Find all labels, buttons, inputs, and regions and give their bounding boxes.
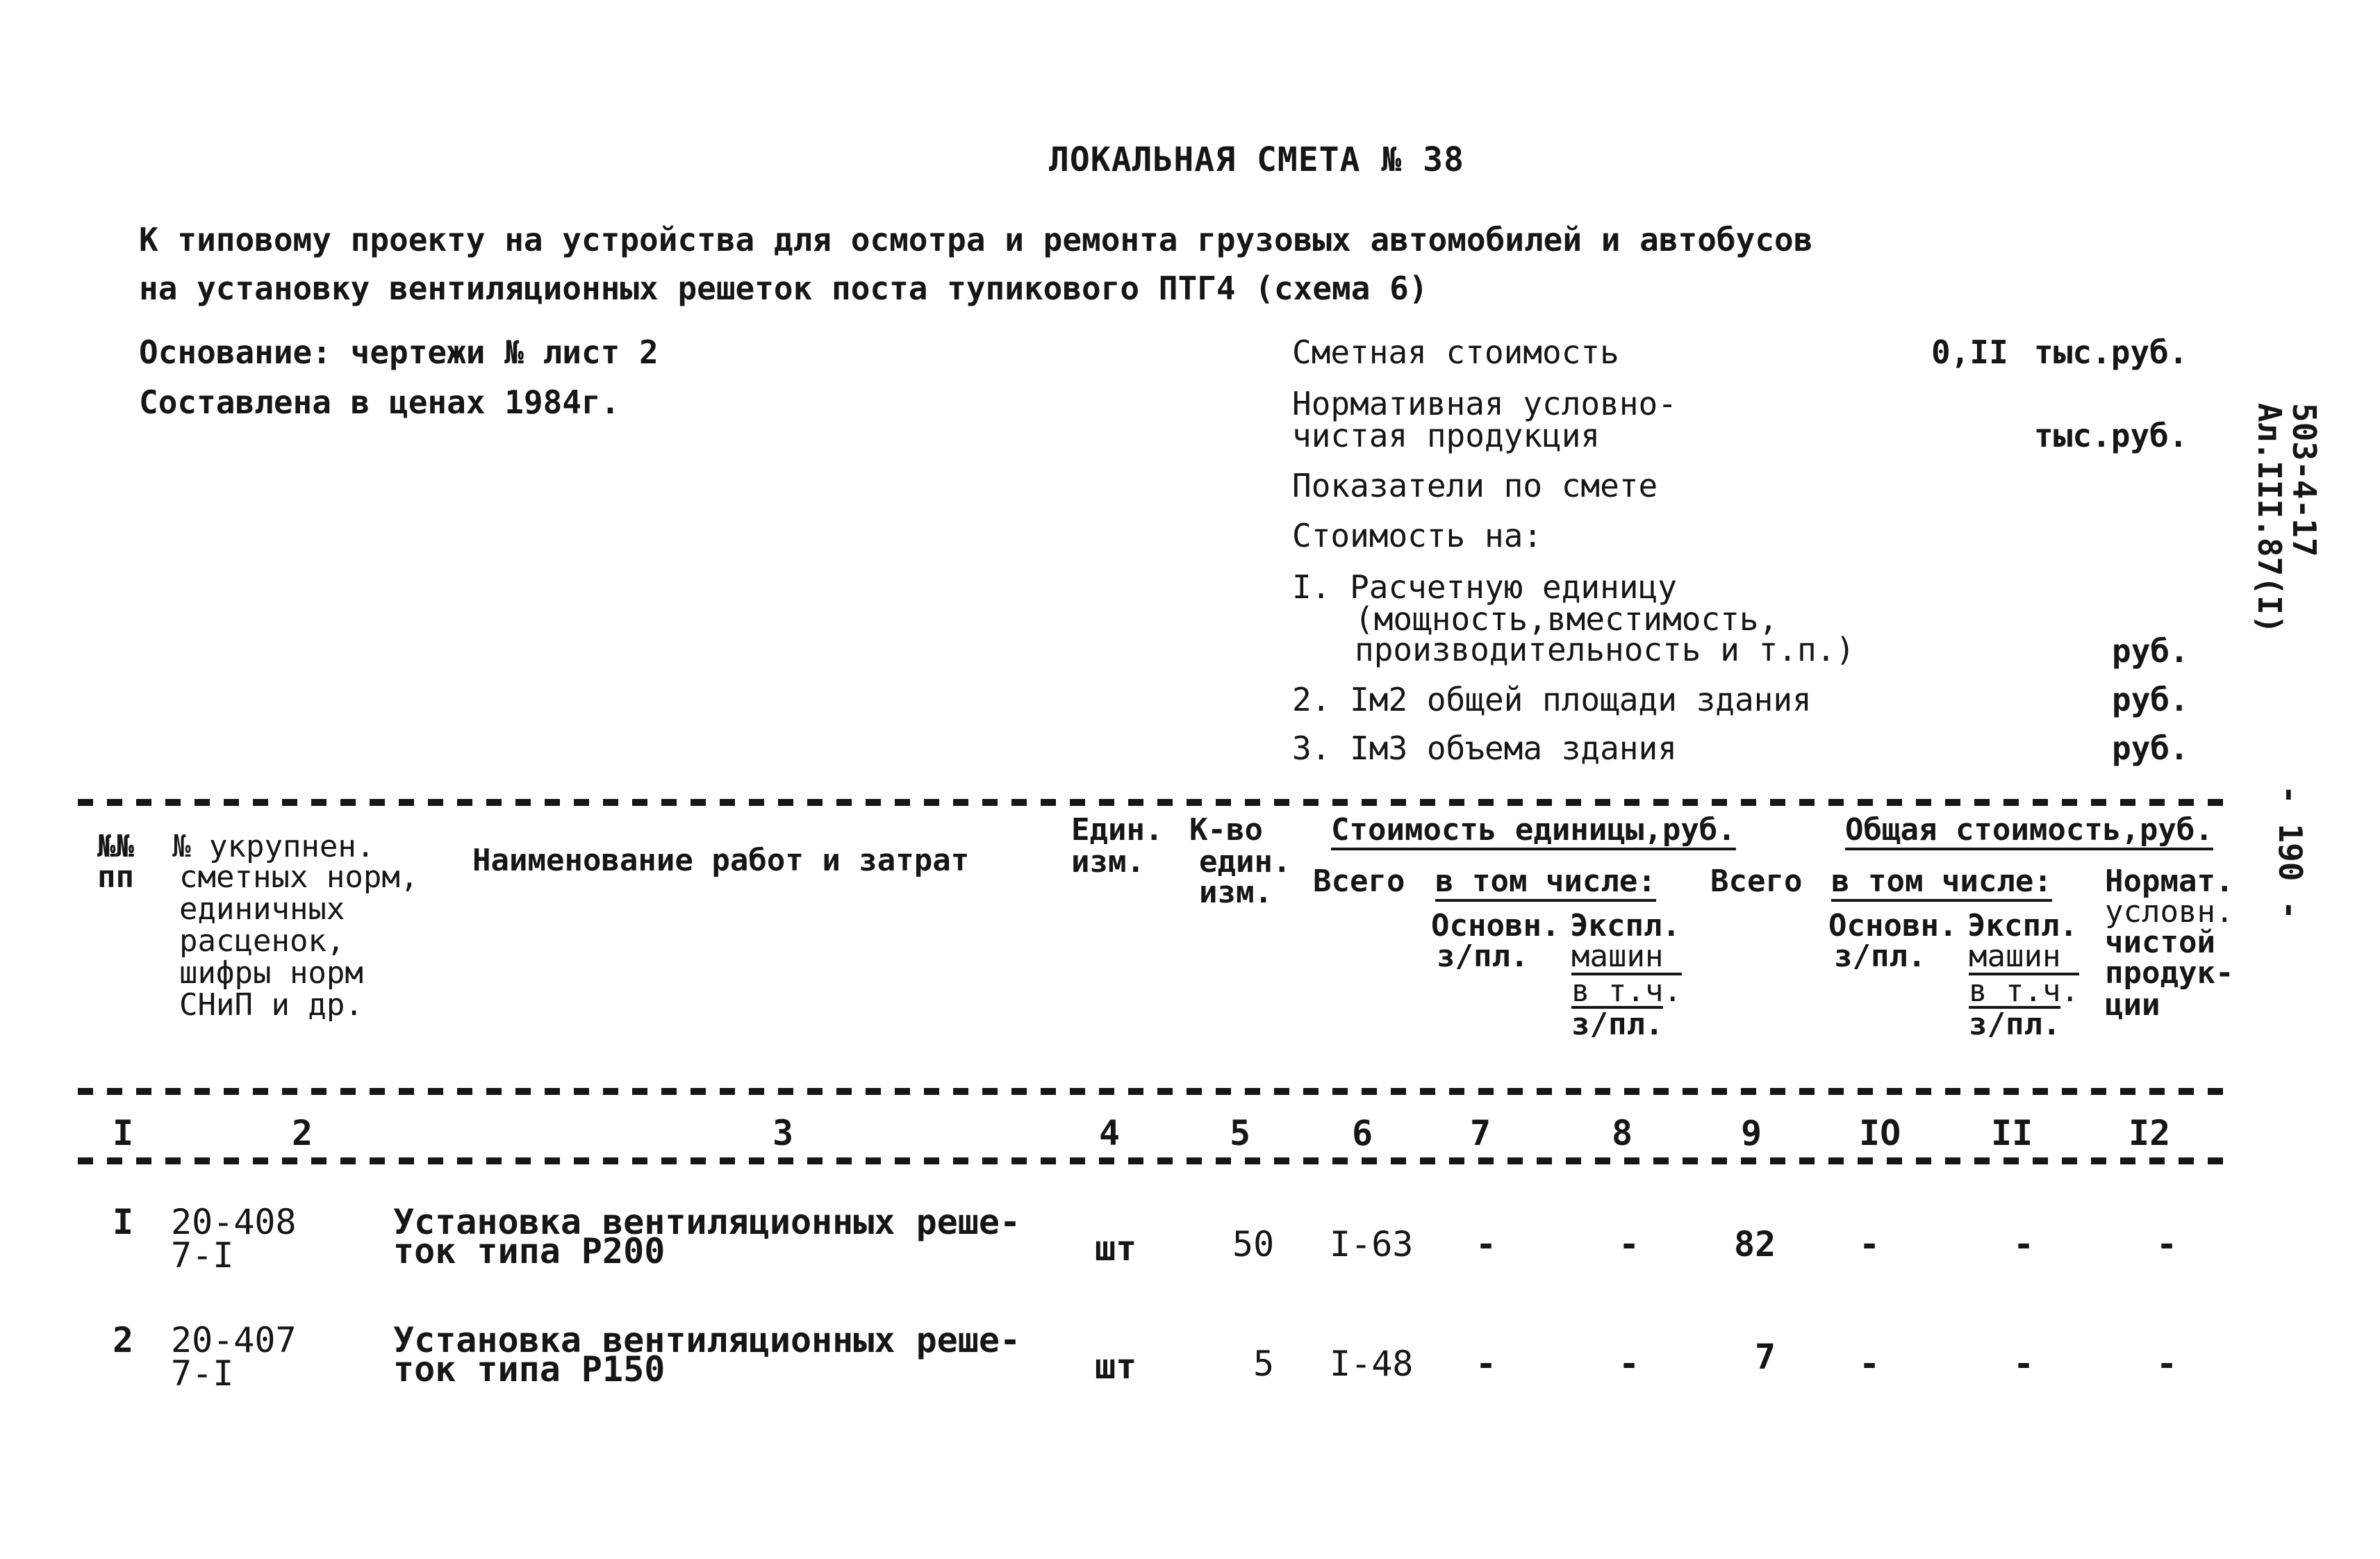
header-total-base-wage-2: з/пл. (1834, 939, 1926, 974)
table-row-2-ncp: - (2156, 1344, 2178, 1384)
table-header-bottom-rule (78, 1088, 2231, 1095)
table-row-1-code-1: 20-408 (171, 1202, 297, 1242)
header-ncp-line1: Нормат. (2105, 864, 2234, 899)
table-row-2-unit-machines: - (1619, 1344, 1640, 1384)
header-ncp-line3: чистой (2105, 925, 2215, 960)
document-title: ЛОКАЛЬНАЯ СМЕТА № 38 (1049, 140, 1464, 179)
header-c3: Наименование работ и затрат (472, 843, 970, 878)
ncp-label-line2: чистая продукция (1292, 417, 1601, 454)
estimated-cost-label: Сметная стоимость (1292, 333, 1619, 371)
table-row-1-unit: шт (1095, 1228, 1137, 1269)
header-c2-line2: сметных норм, (179, 859, 419, 895)
header-c4-line1: Един. (1071, 812, 1164, 848)
column-number: 8 (1612, 1113, 1633, 1153)
column-number: 9 (1741, 1113, 1762, 1153)
header-total-base-wage-1: Основн. (1828, 908, 1958, 943)
basis-text: Основание: чертежи № лист 2 (139, 333, 659, 371)
header-c2-line5: шифры норм (179, 955, 363, 991)
table-row-2-total: 7 (1755, 1337, 1776, 1377)
header-total-cost: Общая стоимость,руб. (1845, 814, 2213, 850)
header-c5-line1: К-во (1189, 812, 1263, 848)
table-row-1-name-1: Установка вентиляционных реше- (393, 1202, 1021, 1242)
column-number: 2 (292, 1113, 313, 1153)
header-unit-base-wage-1: Основн. (1431, 908, 1560, 943)
column-number: I (113, 1113, 134, 1153)
side-code-line2: Ал.III.87(I) (2251, 403, 2288, 634)
table-row-2-quantity: 5 (1253, 1344, 1275, 1384)
header-c5-line2: един. (1199, 844, 1291, 880)
column-number: 6 (1352, 1113, 1373, 1153)
header-c2-line6: СНиП и др. (179, 987, 363, 1023)
header-unit-including: в том числе: (1435, 866, 1656, 902)
column-number: 4 (1099, 1113, 1121, 1153)
table-row-1-total: 82 (1734, 1224, 1776, 1264)
indicator-1-line1: I. Расчетную единицу (1292, 568, 1677, 606)
ncp-unit: тыс.руб. (2034, 417, 2188, 454)
header-ncp-line4: продук- (2105, 955, 2234, 991)
table-row-2-unit-base-wage: - (1476, 1344, 1497, 1384)
header-unit-machines-4: з/пл. (1571, 1007, 1664, 1042)
table-row-1-total-machines: - (2013, 1224, 2035, 1264)
header-c5-line3: изм. (1199, 875, 1273, 910)
header-unit-cost: Стоимость единицы,руб. (1331, 814, 1736, 850)
indicator-1-line2: (мощность,вместимость, (1355, 600, 1778, 638)
indicators-label: Показатели по смете (1292, 467, 1658, 504)
indicator-2-unit: руб. (2112, 681, 2189, 718)
column-number: 7 (1470, 1113, 1491, 1153)
header-ncp-line5: ции (2105, 987, 2160, 1023)
column-number: II (1991, 1113, 2033, 1153)
ncp-label-line1: Нормативная условно- (1292, 385, 1677, 422)
table-row-1-ncp: - (2156, 1224, 2178, 1264)
header-unit-machines-2: машин (1571, 939, 1664, 974)
table-row-2-code-2: 7-I (171, 1353, 234, 1394)
table-top-rule (78, 799, 2231, 806)
table-row-1-code-2: 7-I (171, 1235, 234, 1276)
header-total-including: в том числе: (1831, 866, 2052, 902)
header-unit-base-wage-2: з/пл. (1437, 939, 1529, 974)
table-row-1-unit-machines: - (1619, 1224, 1640, 1264)
header-c1-line2: пп (97, 859, 134, 895)
header-c2-line1: № укрупнен. (172, 829, 375, 864)
header-total-total: Всего (1710, 864, 1803, 899)
table-row-1-quantity: 50 (1232, 1224, 1275, 1264)
header-c2-line3: единичных (179, 891, 345, 927)
header-total-machines-1: Экспл. (1967, 908, 2078, 943)
document-subtitle-line2: на установку вентиляционных решеток поста тупикового ПТГ4 (схема 6) (139, 270, 1428, 307)
column-number: 3 (772, 1113, 794, 1153)
table-row-2-total-base-wage: - (1859, 1344, 1881, 1384)
header-ncp-line2: условн. (2105, 894, 2234, 930)
indicator-1-line3: производительность и т.п.) (1355, 631, 1856, 668)
estimated-cost-unit: тыс.руб. (2034, 333, 2188, 371)
column-number: I2 (2129, 1113, 2171, 1153)
estimated-cost-value: 0,II (1931, 333, 2008, 371)
table-row-2-number: 2 (113, 1320, 134, 1360)
header-c4-line2: изм. (1071, 844, 1145, 880)
header-total-machines-3: в т.ч. (1969, 973, 2079, 1009)
side-page-number: - 190 - (2272, 785, 2309, 920)
cost-on-label: Стоимость на: (1292, 517, 1543, 554)
table-row-2-name-2: ток типа Р150 (393, 1349, 666, 1389)
column-number: IO (1859, 1113, 1901, 1153)
prices-year-text: Составлена в ценах 1984г. (139, 383, 620, 421)
indicator-2: 2. Iм2 общей площади здания (1292, 681, 1812, 718)
table-row-2-name-1: Установка вентиляционных реше- (393, 1320, 1021, 1360)
header-unit-machines-1: Экспл. (1570, 908, 1680, 943)
header-c1-line1: №№ (97, 829, 134, 864)
table-row-1-name-2: ток типа Р200 (393, 1231, 666, 1271)
table-row-1-unit-base-wage: - (1476, 1224, 1497, 1264)
table-row-2-unit: шт (1095, 1346, 1137, 1387)
header-unit-total: Всего (1313, 864, 1405, 899)
indicator-1-unit: руб. (2112, 632, 2189, 670)
header-c2-line4: расценок, (179, 923, 345, 959)
table-row-1-unit-total: I-63 (1330, 1224, 1414, 1264)
header-total-machines-4: з/пл. (1969, 1007, 2061, 1042)
header-unit-machines-3: в т.ч. (1571, 973, 1682, 1009)
header-total-machines-2: машин (1969, 939, 2061, 974)
document-subtitle-line1: К типовому проекту на устройства для осмотра и ремонта грузовых автомобилей и автобусов (139, 221, 1813, 258)
indicator-3: 3. Iм3 объема здания (1292, 729, 1677, 767)
table-row-2-unit-total: I-48 (1330, 1344, 1414, 1384)
indicator-3-unit: руб. (2112, 729, 2189, 767)
table-row-1-number: I (113, 1202, 134, 1242)
column-numbers-rule (78, 1157, 2231, 1164)
side-code-line1: 503-4-17 (2286, 403, 2323, 557)
column-number: 5 (1230, 1113, 1251, 1153)
table-row-1-total-base-wage: - (1859, 1224, 1881, 1264)
table-row-2-code-1: 20-407 (171, 1320, 297, 1360)
table-row-2-total-machines: - (2013, 1344, 2035, 1384)
